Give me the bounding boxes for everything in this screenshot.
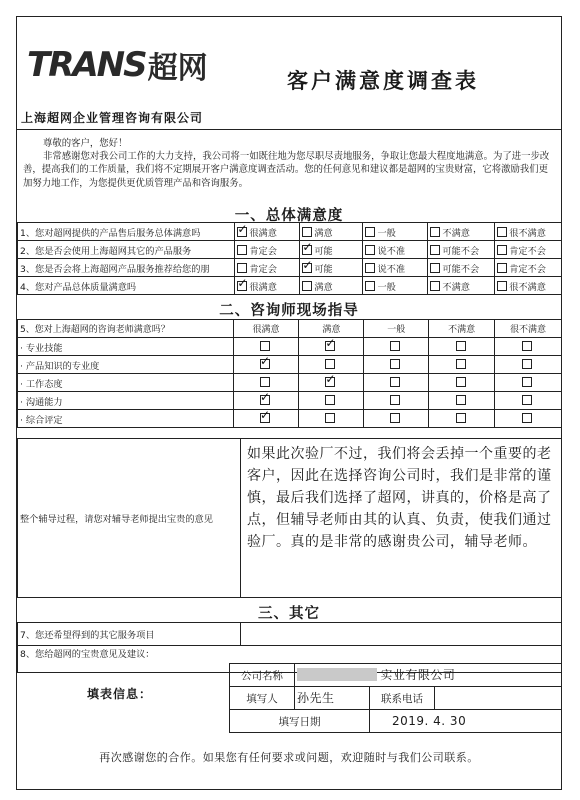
checkbox-icon[interactable] (237, 263, 247, 273)
rating-cell[interactable] (429, 410, 495, 428)
option-label: 很满意 (249, 281, 277, 293)
bullet-icon: · (20, 360, 26, 372)
checkbox-icon[interactable] (522, 341, 532, 351)
option-cell[interactable] (428, 277, 495, 295)
q8-label: 8、您给超网的宝贵意见及建议： (20, 649, 155, 660)
option-label: 满意 (314, 227, 333, 239)
option-label: 一般 (377, 227, 396, 239)
option-cell[interactable] (495, 277, 562, 295)
intro-body: 非常感谢您对我公司工作的大力支持，我公司将一如既往地为您尽职尽责地服务，争取让您最大程度地满意。为了进一步改善，提高我们的工作质量，我们将不定期展开客户满意度调查活动。您的任何意见和建议都是超网的宝贵财富，它将激励我们更加努力地工作，为您提供更优质管理产品和咨询服务。 (23, 151, 550, 189)
checkbox-icon[interactable] (325, 413, 335, 423)
option-cell[interactable] (300, 241, 363, 259)
section2-header-row (18, 320, 562, 338)
checkbox-icon[interactable] (430, 263, 440, 273)
option-cell[interactable] (300, 223, 363, 241)
option-label: 说不准 (377, 245, 406, 257)
checkbox-icon[interactable] (390, 377, 400, 387)
section3-title: 三、其它 (258, 606, 320, 622)
bullet-icon: · (20, 378, 26, 390)
option-label: 一般 (377, 281, 396, 293)
rating-cell[interactable] (495, 392, 562, 410)
option-cell[interactable] (363, 277, 428, 295)
section1-row (18, 223, 562, 241)
checkbox-icon[interactable] (456, 395, 466, 405)
rating-cell[interactable] (299, 374, 364, 392)
checkbox-icon[interactable] (390, 413, 400, 423)
option-label: 很满意 (249, 227, 277, 239)
rating-cell[interactable] (233, 392, 299, 410)
checkbox-icon[interactable] (260, 377, 270, 387)
checkbox-icon[interactable] (430, 281, 440, 291)
rating-cell[interactable] (495, 356, 562, 374)
option-label: 不满意 (442, 281, 470, 293)
rating-cell[interactable] (429, 374, 495, 392)
rating-cell[interactable] (299, 410, 364, 428)
rating-cell[interactable] (233, 356, 299, 374)
section2-title: 二、咨询师现场指导 (219, 303, 359, 319)
checkbox-icon[interactable] (456, 413, 466, 423)
fill-info-label: 填表信息： (87, 687, 153, 701)
item-label: 工作态度 (25, 378, 63, 390)
checkbox-icon[interactable] (237, 245, 247, 255)
checkbox-icon[interactable] (365, 227, 375, 237)
checkbox-icon[interactable] (325, 359, 335, 369)
option-label: 肯定不会 (509, 263, 546, 275)
header-col-0: 很满意 (233, 320, 299, 338)
checkbox-icon[interactable] (497, 281, 507, 291)
option-cell[interactable] (428, 259, 495, 277)
option-cell[interactable] (235, 277, 300, 295)
option-label: 可能不会 (442, 263, 480, 275)
rating-cell[interactable] (299, 338, 364, 356)
intro-text (23, 137, 553, 190)
checkbox-icon[interactable] (522, 413, 532, 423)
option-cell[interactable] (495, 223, 562, 241)
rating-cell[interactable] (299, 356, 364, 374)
header-col-2: 一般 (364, 320, 429, 338)
option-cell[interactable] (300, 277, 363, 295)
checkbox-icon[interactable] (497, 245, 507, 255)
logo-latin: TRANS (27, 45, 146, 85)
phone-field[interactable] (435, 687, 562, 710)
item-label-cell (18, 338, 234, 356)
rating-cell[interactable] (233, 374, 299, 392)
section2-row (18, 392, 562, 410)
checkbox-icon[interactable] (365, 245, 375, 255)
option-label: 满意 (314, 281, 333, 293)
question-label: 3、您是否会将上海超网产品服务推荐给您的朋 (18, 259, 235, 277)
q5-label: 5、您对上海超网的咨询老师满意吗？ (18, 320, 234, 338)
item-label-cell (18, 374, 234, 392)
item-label: 沟通能力 (25, 396, 63, 408)
item-label: 产品知识的专业度 (25, 360, 100, 372)
company-name-value: 实业有限公司 (380, 668, 456, 682)
checkbox-icon[interactable] (430, 227, 440, 237)
checked-checkbox-icon[interactable] (325, 377, 335, 387)
fill-info-table (229, 663, 562, 733)
checkbox-icon[interactable] (390, 359, 400, 369)
rating-cell[interactable] (364, 392, 429, 410)
item-label: 综合评定 (25, 414, 63, 426)
filler-value: 孙先生 (297, 691, 335, 705)
rating-cell[interactable] (364, 410, 429, 428)
checkbox-icon[interactable] (302, 281, 312, 291)
greeting: 尊敬的客户，您好！ (43, 138, 128, 149)
date-label: 填写日期 (230, 710, 370, 733)
checkbox-icon[interactable] (522, 395, 532, 405)
date-value: 2019. 4. 30 (392, 714, 467, 728)
option-cell[interactable] (495, 259, 562, 277)
checkbox-icon[interactable] (390, 341, 400, 351)
option-cell[interactable] (235, 259, 300, 277)
checkbox-icon[interactable] (325, 395, 335, 405)
checked-checkbox-icon[interactable] (302, 263, 312, 273)
section1-row (18, 277, 562, 295)
checkbox-icon[interactable] (456, 341, 466, 351)
company-name: 上海超网企业管理咨询有限公司 (21, 111, 204, 125)
checkbox-icon[interactable] (497, 227, 507, 237)
checkbox-icon[interactable] (497, 263, 507, 273)
header-divider (17, 129, 561, 130)
section2-table (17, 319, 562, 428)
section2-row (18, 374, 562, 392)
phone-label: 联系电话 (370, 687, 435, 710)
item-label-cell (18, 410, 234, 428)
checkbox-icon[interactable] (302, 227, 312, 237)
item-label-cell (18, 392, 234, 410)
section2-row (18, 356, 562, 374)
question-label: 4、您对产品总体质量满意吗 (18, 277, 235, 295)
thanks-footer: 再次感谢您的合作。如果您有任何要求或问题，欢迎随时与我们公司联系。 (99, 751, 479, 764)
company-name-label: 公司名称 (230, 664, 295, 687)
q7-label: 7、您还希望得到的其它服务项目 (18, 623, 241, 646)
checkbox-icon[interactable] (456, 359, 466, 369)
rating-cell[interactable] (495, 338, 562, 356)
checked-checkbox-icon[interactable] (325, 341, 335, 351)
option-label: 肯定会 (249, 245, 277, 257)
checked-checkbox-icon[interactable] (260, 395, 270, 405)
option-label: 不满意 (442, 227, 470, 239)
rating-cell[interactable] (364, 356, 429, 374)
form-title: 客户满意度调查表 (287, 68, 479, 93)
rating-cell[interactable] (429, 392, 495, 410)
option-cell[interactable] (300, 259, 363, 277)
checkbox-icon[interactable] (456, 377, 466, 387)
checkbox-icon[interactable] (365, 281, 375, 291)
checked-checkbox-icon[interactable] (237, 227, 247, 237)
item-label: 专业技能 (25, 342, 63, 354)
date-field[interactable] (370, 710, 562, 733)
checkbox-icon[interactable] (365, 263, 375, 273)
checkbox-icon[interactable] (260, 341, 270, 351)
advice-table (17, 438, 562, 598)
checked-checkbox-icon[interactable] (237, 281, 247, 291)
redacted-block (297, 668, 377, 681)
header-col-1: 满意 (299, 320, 364, 338)
option-cell[interactable] (363, 259, 428, 277)
rating-cell[interactable] (495, 410, 562, 428)
option-label: 说不准 (377, 263, 406, 275)
advice-label: 整个辅导过程，请您对辅导老师提出宝贵的意见 (18, 439, 241, 598)
option-label: 很不满意 (509, 227, 546, 239)
checkbox-icon[interactable] (522, 377, 532, 387)
company-logo (27, 41, 208, 89)
section2-row (18, 410, 562, 428)
bullet-icon: · (20, 414, 26, 426)
header-col-4: 很不满意 (495, 320, 562, 338)
header-col-3: 不满意 (429, 320, 495, 338)
rating-cell[interactable] (233, 410, 299, 428)
option-cell[interactable] (428, 223, 495, 241)
item-label-cell (18, 356, 234, 374)
option-cell[interactable] (235, 241, 300, 259)
checkbox-icon[interactable] (390, 395, 400, 405)
option-label: 很不满意 (509, 281, 546, 293)
option-cell[interactable] (495, 241, 562, 259)
section2-row (18, 338, 562, 356)
section1-row (18, 241, 562, 259)
option-cell[interactable] (363, 223, 428, 241)
rating-cell[interactable] (364, 338, 429, 356)
option-label: 可能不会 (442, 245, 480, 257)
question-label: 1、您对超网提供的产品售后服务总体满意吗 (18, 223, 235, 241)
option-cell[interactable] (428, 241, 495, 259)
option-label: 可能 (314, 263, 333, 275)
filler-field[interactable] (295, 687, 370, 710)
rating-cell[interactable] (429, 338, 495, 356)
checked-checkbox-icon[interactable] (260, 359, 270, 369)
section1-row (18, 259, 562, 277)
rating-cell[interactable] (233, 338, 299, 356)
checked-checkbox-icon[interactable] (260, 413, 270, 423)
filler-label: 填写人 (230, 687, 295, 710)
section1-table (17, 222, 562, 295)
advice-answer[interactable] (241, 439, 562, 598)
checkbox-icon[interactable] (522, 359, 532, 369)
option-cell[interactable] (363, 241, 428, 259)
checkbox-icon[interactable] (430, 245, 440, 255)
advice-handwriting: 如果此次验厂不过，我们将会丢掉一个重要的老客户，因此在选择咨询公司时，我们是非常的谨慎，最后我们选择了超网，讲真的，价格是高了点，但辅导老师由其的认真、负责，使我们通过验厂。真的是非常的感谢贵公司，辅导老师。 (247, 446, 552, 550)
bullet-icon: · (20, 396, 26, 408)
option-label: 肯定不会 (509, 245, 546, 257)
rating-cell[interactable] (364, 374, 429, 392)
survey-form (16, 16, 562, 790)
bullet-icon: · (20, 342, 26, 354)
option-label: 肯定会 (249, 263, 277, 275)
q7-answer[interactable] (241, 623, 562, 646)
option-label: 可能 (314, 245, 333, 257)
checked-checkbox-icon[interactable] (302, 245, 312, 255)
rating-cell[interactable] (429, 356, 495, 374)
option-cell[interactable] (235, 223, 300, 241)
company-name-field[interactable] (295, 664, 562, 687)
section1-title: 一、总体满意度 (234, 208, 344, 224)
rating-cell[interactable] (299, 392, 364, 410)
logo-chinese: 超网 (147, 51, 208, 86)
rating-cell[interactable] (495, 374, 562, 392)
question-label: 2、您是否会使用上海超网其它的产品服务 (18, 241, 235, 259)
